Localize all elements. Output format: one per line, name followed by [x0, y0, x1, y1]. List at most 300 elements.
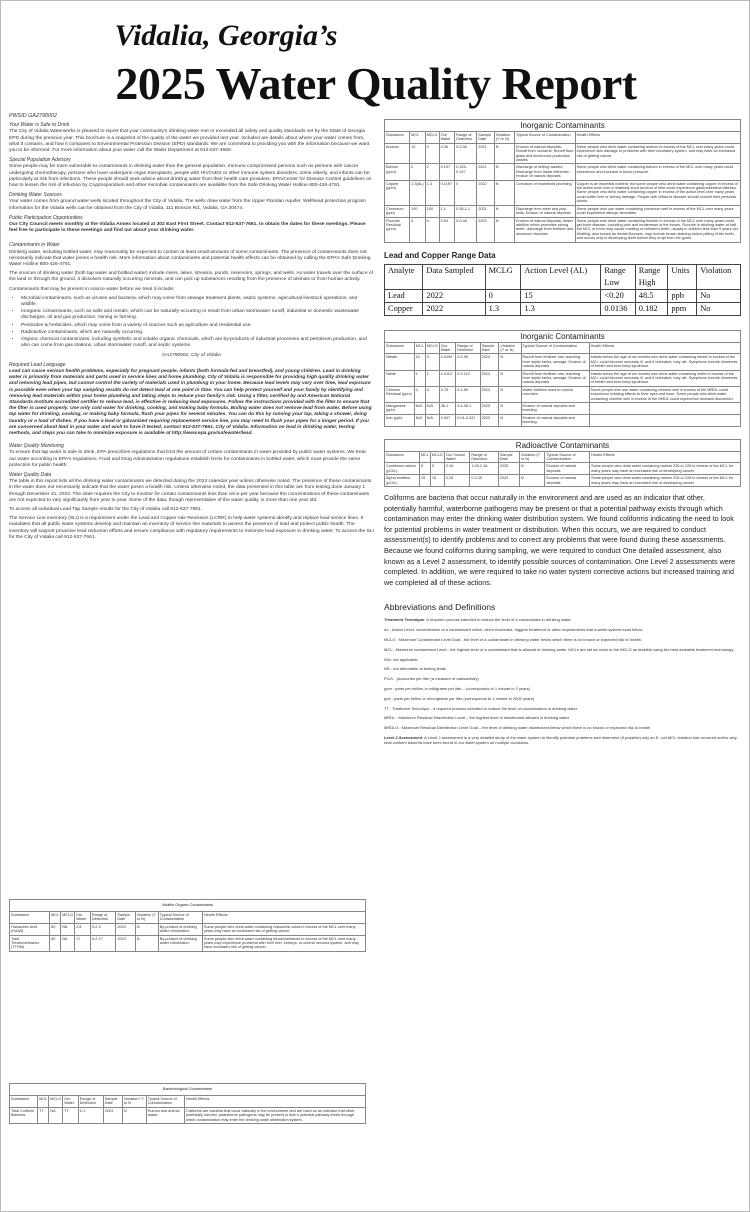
table-row [385, 264, 741, 277]
bacterial-table-wrap [9, 1083, 366, 1128]
table-cell: 0-0.36 [455, 143, 477, 164]
table-cell: 60 [50, 923, 61, 935]
table-header-cell: Our Water [439, 342, 455, 354]
table-cell: 0 [485, 289, 521, 302]
table-cell: <0.20 [601, 289, 635, 302]
table-header-cell: MCLG [430, 451, 444, 463]
abbreviations-title: Abbreviations and Definitions [384, 602, 496, 613]
table-cell: 1.3(AL) [410, 180, 425, 205]
system-id-line: GA2790002, City of Vidalia [162, 352, 221, 358]
definition-text: : A Level 2 assessment is a very detailed study of the water system to identify potential problems and determine (if possible) why an E. coli MCL violation has occurred and/or why total coliform bacteria have been found in our water system on multiple occasions. [384, 734, 737, 745]
list-item: • Pesticides & herbicides, which may come from a variety of sources such as agriculture and residential use. [21, 323, 374, 329]
table-cell: Some people who drink water containing fluoride in excess of the MCL over many years could get bone disease, including pain and tenderness of the bones. Fluoride in drinking water at half the MCL or more may cause mottling of children’s teeth, usually in children less than 9 years old. Mottling, also known as dental fluorosis, may include brown staining and/or pitting of the teeth, and occurs only in developing teeth before they erupt from the gums. [576, 218, 739, 241]
table-cell: ppm [668, 302, 697, 315]
table-row [10, 1107, 366, 1123]
definition-item [384, 736, 741, 746]
paragraph-data: The table in this report lists all the drinking water contaminants we detected during the 2023 calendar year unless otherwise noted. The presence of these contaminants in the water does not necessarily indicate that the water poses a health risk. Unless otherwise noted, the data presented in this table are from testing done January 1 through December 31, 2023. The state requires the City to monitor for certain contaminants less than once per year because the concentrations of these contaminants are not expected to vary significantly from year to year. Some of the data, though representative of the water quality, is more than one year old. [9, 479, 372, 503]
table-header-cell: MCL [414, 342, 425, 354]
table-cell: Fluoride Residual (ppm) [385, 217, 410, 242]
table-header-cell: Our Water [75, 912, 91, 924]
volatile-table [9, 899, 366, 952]
table-header-cell: Our Water [63, 1096, 79, 1108]
table-cell: 36.1 [439, 403, 455, 415]
definition-text: MCLG : Maximum Contaminant Level Goal - the level of a contaminant in drinking water below which there is no known or expected risk to health. [384, 637, 642, 642]
table-header-cell: Sample Date [480, 342, 499, 354]
heading-special: Special Population Advisory [9, 157, 71, 164]
table-cell: 15 [419, 475, 430, 487]
table-header-cell: MCLG [61, 912, 75, 924]
table-header-cell: MCL [410, 132, 425, 144]
table-cell: Arsenic [385, 143, 410, 164]
table-cell: TT [38, 1107, 49, 1123]
table-cell: Coliforms are bacteria that occur naturally in the environment and are used as an indicator that other, potentially harmful, waterborne pathogens may be present or that a potential pathway exists through which contamination may enter the drinking water distribution system. [184, 1107, 365, 1123]
table-cell: 2 [425, 164, 439, 180]
table-cell: N [499, 354, 521, 370]
table-row [385, 302, 741, 315]
table-caption-row [385, 120, 741, 132]
table-cell: 4 [414, 386, 425, 402]
table-cell: 0-0.112 [456, 370, 480, 386]
table-row [385, 205, 741, 217]
table-header-cell: MCL [419, 451, 430, 463]
table-header-cell: Sample Date [498, 451, 519, 463]
table-row [385, 354, 741, 370]
table-header-cell: Range of Detection [455, 132, 477, 144]
table-cell: 0-1.69 [456, 386, 480, 402]
heading-data: Water Quality Data [9, 471, 52, 478]
table-header-cell: MCLG [425, 342, 439, 354]
volatile-table-wrap [9, 899, 366, 956]
definition-text: MRDL : Maximum Residual Disinfection Level – the highest level of disinfectant allowed in drinking water [384, 715, 570, 721]
table-cell: Erosion of natural deposits and leaching [521, 414, 589, 426]
table-cell: N [494, 164, 514, 180]
table-cell: Discharge of drilling wastes; Discharge from metal refineries; erosion of natural deposits [514, 164, 575, 180]
table-cell: 0-0.46 [455, 217, 477, 242]
table-header-cell: Violation (Y or N) [135, 912, 158, 924]
table-cell: N/A [414, 403, 425, 415]
table-header-cell: Typical Source of Contamination [158, 912, 202, 924]
table-cell: N/A [425, 414, 439, 426]
table-cell: Copper [385, 302, 423, 315]
table-cell: Erosion of natural deposits; Water additive which promotes strong teeth; discharge from fertilizer and aluminum factories [514, 217, 575, 242]
table-cell: N/A [425, 403, 439, 415]
paragraph-public: Our City Council meets monthly at the Vidalia Annex located at 302 East First Street. Contact 912-537-7661, to obtain the dates for these meetings. Please feel free to participate in these meetings and find out about your drinking water. [9, 222, 366, 234]
table-cell: Nitrate [385, 354, 415, 370]
table-row [385, 180, 741, 205]
table-row [385, 475, 741, 487]
table-header-cell: MCLG [49, 1096, 63, 1108]
table-cell: 2022 [423, 289, 485, 302]
table-cell: Some people who drink water containing trihalomethanes in excess of the MCL over many years may experience problems with their liver, kidneys, or central nervous system, and may have increased risk of getting cancer. [202, 935, 365, 951]
table-cell: 1.3 [425, 180, 439, 205]
abbreviations-list [384, 618, 741, 745]
table-cell: 2023 [498, 475, 519, 487]
bacterial-table [9, 1083, 366, 1124]
table-cell: 0 [430, 463, 444, 475]
definition-text: N/A: not applicable [384, 656, 418, 662]
table-cell: N/A [414, 414, 425, 426]
table-cell: Chlorine Residual (ppm) [385, 386, 415, 402]
table-cell: 10 [410, 143, 425, 164]
table-cell: 0.76 [439, 386, 455, 402]
table-header-cell: Sample Date [116, 912, 135, 924]
table-caption: Radioactive Contaminants [385, 439, 741, 451]
table-cell: 0.197 [439, 164, 454, 180]
table-cell: N [494, 217, 514, 242]
table-cell: 2.25 [444, 475, 470, 487]
table-header-cell: Violation [697, 264, 741, 289]
definition-text: PCi/L : picocuries per liter (a measure of radioactivity) [384, 676, 479, 682]
table-cell: Some people who drink water containing arsenic in excess of the MCL over many years could experience skin damage or problems with their circulatory system, and may have an increased risk of getting cancer. [575, 143, 740, 164]
table-header-cell: Violation (Y or N) [519, 451, 545, 463]
paragraph-safe: The City of Vidalia Waterworks is pleased to report that your community’s drinking water met or exceeded all safety and quality standards set by the State of Georgia EPD during the previous year. This brochure is a snapshot of the quality of the water we provided last year. Included are details about where your water comes from, what it contains, and how it compares to Environmental Protection Division (EPD) standards. We are committed to providing you with the information because we want you to be informed. For more information about your water call the Water Department at 912-537-4560. [9, 129, 370, 154]
table-caption: Volatile Organic Contaminants [10, 900, 366, 912]
definition-item [384, 667, 741, 672]
table-cell: N [499, 370, 521, 386]
table-header-cell: Typical Source of Contamination [545, 451, 590, 463]
report-city-title: Vidalia, Georgia’s [114, 19, 338, 52]
table-cell: 5.2-17 [90, 935, 115, 951]
table-cell: 4 [425, 386, 439, 402]
table-cell: Water Additive used to control microbes. [521, 386, 589, 402]
table-header-cell: MCL [50, 912, 61, 924]
table-cell: 2023 [480, 414, 499, 426]
definition-item [384, 638, 741, 643]
table-header-cell: Range of Detection [90, 912, 115, 924]
table-cell: 10 [414, 354, 425, 370]
table-header-row [385, 342, 741, 354]
paragraph-sources: Your water comes from ground water wells located throughout the City of Vidalia. The wells draw water from the Upper Floridan Aquifer. Wellhead protection program information for the Vidalia wells can be obtained from the City of Vidalia, 111 Brinson Rd., Vidalia, GA 30474. [9, 199, 366, 211]
table-row [385, 463, 741, 475]
table-cell: Erosion of natural deposits and leaching [521, 403, 589, 415]
table-cell: Runoff from fertilizer use; leaching from septic tanks, sewage; Erosion of natural deposits [521, 370, 589, 386]
table-cell: 0.0199 [439, 354, 455, 370]
paragraph-special: Some people may be more vulnerable to contaminants in drinking water than the general population. Immuno-compromised persons such as persons with cancer undergoing chemotherapy, persons who have undergone organ transplants, people with HIV/AIDS or other immune system disorders, some elderly, and infants can be particularly at risk from infections. These people should seek advice about drinking water from their health care providers. EPA/Center for Disease Control guidelines on how to lessen the risk of infection by Cryptosporidium and other microbial contaminants are available from the Safe Drinking Water Hotline 800-426-4791. [9, 164, 372, 189]
table-cell: 0.182 [635, 302, 668, 315]
definition-text: ppm : parts per million or milligrams per liter – (corresponds to 1 minute in 2 years) [384, 685, 531, 691]
table-cell: 0.0136 [601, 302, 635, 315]
table-cell: Copper (ppm) [385, 180, 410, 205]
table-header-cell: Data Sampled [423, 264, 485, 289]
table-cell: NA [61, 923, 75, 935]
table-cell: 0 [455, 180, 477, 205]
table-cell: 100 [425, 205, 439, 217]
table-cell: 0 [425, 354, 439, 370]
table-cell: N [494, 180, 514, 205]
table-header-cell: Substance [385, 451, 420, 463]
table-header-cell: Range [601, 264, 635, 277]
table-cell: N [135, 923, 158, 935]
table-caption: Inorganic Contaminants [385, 120, 741, 132]
table-cell: 2024 [480, 370, 499, 386]
table-cell: Corrosion of household plumbing [514, 180, 575, 205]
table-cell: Erosion of natural deposits; Runoff from orchards; Runoff from glass and electronics production wastes [515, 144, 574, 163]
definition-item [384, 726, 741, 731]
table-cell: 2.16 [444, 463, 470, 475]
table-header-cell: Violation? Y or N [122, 1096, 146, 1108]
heading-contaminants: Contaminants in Water [9, 242, 60, 249]
table-row [385, 164, 741, 180]
table-cell: N [519, 463, 545, 475]
table-row [10, 935, 366, 951]
table-header-cell: Health Effects [202, 912, 365, 924]
table-header-cell: Health Effects [589, 342, 740, 354]
table-cell: 0.0112 [439, 370, 455, 386]
table-header-cell: Our Water [439, 132, 454, 144]
table-header-cell: Violation (Y or N) [499, 342, 521, 354]
table-cell: 1.3 [485, 302, 521, 315]
table-header-cell: Violation (Y or N) [494, 132, 514, 144]
table-header-cell: Typical Source of Contamination [521, 342, 589, 354]
definition-text: MCL : Maximum contaminant Level - the highest level of a contaminant that is allowed in drinking water. MCLs are set as close to the MCLG as feasible using the best available treatment technology. [384, 646, 735, 652]
table-header-cell: Health Effects [575, 132, 740, 144]
definition-text: AL : Action Level- concentration of a contaminant which, when exceeded, triggers treatment or other requirements that a water system must follow. [384, 627, 644, 633]
table-cell: 48.5 [635, 289, 668, 302]
contaminant-list [21, 296, 374, 350]
table-cell: Infants below the age of six months who drink water containing nitrite in excess of the MCL could become seriously ill, and if untreated, may die. Symptoms include shortness of breath and blue baby syndrome. [589, 370, 740, 386]
table-header-cell: Range of Detection [78, 1096, 103, 1108]
table-header-cell: Sample Date [103, 1096, 122, 1108]
table-cell: Erosion of natural deposits [545, 475, 590, 487]
table-header-cell: Range of Detection [456, 342, 480, 354]
table-header-cell: Range of Detection [470, 451, 498, 463]
table-cell: Chromium (ppb) [385, 205, 410, 217]
table-caption: Bacteriological Contaminants [10, 1084, 366, 1096]
radioactive-table [384, 439, 741, 487]
table-cell: NA [61, 935, 75, 951]
table-cell: 2021 [477, 205, 495, 217]
lead-copper-title: Lead and Copper Range Data [384, 250, 496, 260]
table-header-cell: MCLG [485, 264, 521, 289]
list-item: • Inorganic contaminants, such as salts and metals, which can be naturally-occurring or result from urban stormwater runoff, industrial or domestic wastewater discharges, oil and gas production, mining or farming. [21, 309, 374, 321]
table-cell: 0-0.95 [456, 354, 480, 370]
table-cell: N [135, 935, 158, 951]
table-row [385, 386, 741, 402]
table-cell: N [494, 143, 514, 164]
table-row [385, 143, 741, 164]
table-cell: Some people who drink water containing haloacetic acids in excess of the MCL over many years may have an increased risk of getting cancer. [202, 923, 365, 935]
table-header-row [10, 912, 366, 924]
table-cell: 5 [419, 463, 430, 475]
table-cell: Copper is an essential nutrient, but some people who drink water containing copper in excess of the action level over a relatively short amount of time could experience gastrointestinal distress. Some people who drink water containing copper in excess of the action level over many years could suffer liver or kidney damage. People with Wilson’s disease should consult their personal doctor. [575, 180, 740, 205]
table-cell: ppb [668, 289, 697, 302]
table-cell: Erosion of natural deposits [545, 463, 590, 475]
table-header-cell: Typical Source of Contamination [514, 132, 575, 144]
table-cell: N [494, 205, 514, 217]
table-cell: 0.347 [439, 414, 455, 426]
table-cell: 0.54 [439, 217, 454, 242]
table-cell: Nitrite [385, 370, 415, 386]
table-cell: 0.36 [439, 143, 454, 164]
table-cell: 2023 [480, 403, 499, 415]
table-header-cell: MCL [38, 1096, 49, 1108]
table-caption-row [10, 1084, 366, 1096]
list-item: • Microbial contaminants, such as viruses and bacteria, which may come from sewage treatment plants, septic systems, agricultural livestock operations, and wildlife. [21, 296, 374, 308]
table-cell: Iron (ppb) [385, 414, 415, 426]
table-header-cell: Low [601, 277, 635, 290]
table-cell: Combined radium (pCi/L) [385, 463, 420, 475]
table-header-row [385, 451, 741, 463]
inorganic-table-2 [384, 330, 741, 427]
definition-item [384, 618, 741, 623]
table-cell: Barium (ppm) [385, 164, 410, 180]
table-cell: 2021 [477, 143, 495, 164]
table-cell: 2024 [116, 935, 135, 951]
table-caption-row [385, 439, 741, 451]
table-row [385, 403, 741, 415]
definition-text: : A required process intended to reduce the level of a contaminant in drinking water. [424, 617, 572, 623]
table-cell: Total Coliform Bacteria [10, 1107, 38, 1123]
table-cell: Alpha emitters (pCi/L) [385, 475, 420, 487]
table-cell: By-product of drinking water chlorination [158, 935, 202, 951]
heading-sources: Drinking Water Sources [9, 192, 62, 199]
table-header-cell: Health Effects [184, 1096, 365, 1108]
table-cell: Some people who use water containing chromium well in excess of the MCL over many years could experience allergic dermatitis. [575, 205, 740, 217]
paragraph-contaminants-3: Contaminants that may be present in source water before we treat it include: [9, 286, 175, 292]
definition-item [384, 677, 741, 682]
definition-text: ppb : parts per billion or micrograms per liter (corresponds to 1 minute in 2000 years) [384, 695, 535, 701]
table-caption: Inorganic Contaminants [385, 330, 741, 342]
table-header-cell: MCLG [425, 132, 439, 144]
table-header-cell: Analyte [385, 264, 423, 289]
definition-item [384, 687, 741, 692]
paragraph-sli: The Service Line inventory (SLI) is a requirement under the Lead and Copper rule Revisions (LCRR) to help water systems identify and replace lead service lines. It mandates that all public water systems develop and maintain an inventory of service line materials to assess the presence of lead and protect public health. The inventory will support proactive lead reduction efforts and ensure compliance with regulatory requirements to minimize lead exposure in drinking water. To access the SLI for the City of Vidalia call 912-537-7661. [9, 516, 374, 540]
table-cell: Some people who drink water containing barium in excess of the MCL over many years could experience and increase in blood pressure. [575, 164, 740, 180]
table-cell: 2023 [477, 217, 495, 242]
table-header-row [385, 132, 741, 144]
table-cell: N [122, 1107, 146, 1123]
table-cell: 15 [521, 289, 601, 302]
table-cell: Total Trihalomethanes (TTHM) [10, 935, 50, 951]
paragraph-contaminants-2: The sources of drinking water (both tap water and bottled water) include rivers, lakes, streams, ponds, reservoirs, springs, and wells. As water travels over the surface of the land or through the ground, it dissolves naturally occurring minerals, and can pick up substances resulting from the presence of animals or from human activity. [9, 271, 373, 283]
list-item: • Organic chemical contaminants, including synthetic and volatile organic chemicals, which are by-products of industrial processes and petroleum production, and also can come from gas stations, urban stormwater runoff, and septic systems. [21, 337, 374, 349]
table-cell: 9.4-36.1 [456, 403, 480, 415]
table-row [385, 217, 741, 242]
table-header-cell: Range [635, 264, 668, 277]
lead-copper-table [384, 264, 741, 316]
table-cell: 2022 [477, 180, 495, 205]
table-cell: 1 [414, 370, 425, 386]
paragraph-access: To access all individual Lead Tap Sample results for the City of Vidalia call 912-537-7661. [9, 506, 203, 512]
table-header-cell: Units [668, 264, 697, 289]
table-header-cell: Substance [385, 132, 410, 144]
table-cell: 1.3 [521, 302, 601, 315]
table-cell: 1 [425, 370, 439, 386]
table-header-cell: Health Effects [590, 451, 741, 463]
table-cell: 2024 [480, 386, 499, 402]
table-header-cell: Sample Date [477, 132, 495, 144]
table-cell: 4 [410, 217, 425, 242]
table-row [385, 370, 741, 386]
table-row [385, 289, 741, 302]
pwsid-label: PWSID GA2790002 [9, 113, 57, 119]
table-row [10, 923, 366, 935]
table-cell: 0-2.3 [90, 923, 115, 935]
definition-item [384, 658, 741, 663]
definition-item [384, 697, 741, 702]
table-cell: 2024 [480, 354, 499, 370]
heading-monitoring: Water Quality Monitoring [9, 443, 64, 450]
definition-item [384, 648, 741, 653]
table-cell: TT [63, 1107, 79, 1123]
table-cell: N [499, 386, 521, 402]
list-item: • Radioactive contaminants, which are naturally occurring. [21, 330, 374, 336]
table-cell: 0.05-1.1 [455, 205, 477, 217]
table-cell: Infants below the age of six months who drink water containing nitrate in excess of the MCL could become seriously ill, and if untreated, may die. Symptoms include shortness of breath and blue baby syndrome. [589, 354, 740, 370]
table-row [385, 414, 741, 426]
table-cell: Human and animal waste [146, 1107, 184, 1123]
table-header-cell: Action Level (AL) [521, 264, 601, 289]
table-cell: 0.01-0.347 [456, 414, 480, 426]
inorganic-table-1 [384, 119, 741, 243]
table-cell: 0.1197 [439, 180, 454, 205]
table-cell: 100 [410, 205, 425, 217]
definition-item [384, 628, 741, 633]
table-cell: 1.1 [439, 205, 454, 217]
table-cell: 2021 [477, 164, 495, 180]
table-cell: N [519, 475, 545, 487]
table-caption-row [385, 330, 741, 342]
table-cell: 2024 [103, 1107, 122, 1123]
heading-lead: Required Lead Language [9, 361, 66, 368]
table-cell: 0 [425, 143, 439, 164]
table-header-row [10, 1096, 366, 1108]
table-header-cell: Substance [10, 912, 50, 924]
table-cell: Discharge from steel and pulp mills; Erosion of natural deposits [514, 205, 575, 217]
table-cell: N [499, 403, 521, 415]
table-cell: Haloacetic Acid (HAA5) [10, 923, 50, 935]
definition-item [384, 707, 741, 712]
table-cell: 15 [430, 475, 444, 487]
table-cell: 2025 [498, 463, 519, 475]
table-cell: Some people who drink water containing radium 226 or 228 in excess of the MCL for many years may have an increased risk of developing cancer [590, 475, 741, 487]
table-cell: 0-2.25 [470, 475, 498, 487]
paragraph-lead: Lead can cause serious health problems, especially for pregnant people, infants (both formula-fed and breastfed), and young children. Lead in drinking water is primarily from materials and parts used in service lines and home plumbing. City of Vidalia is responsible for providing high quality drinking water and removing lead pipes, but cannot control the variety of materials used in plumbing in your home. Because lead levels may vary over time, lead exposure is possible even when your tap sampling results do not detect lead at one point in time. You can help protect yourself and your family by identifying and removing lead materials within your home plumbing and taking steps to reduce your family’s risk. Using a filter, certified by and American National Standards Institute accredited certifier to reduce lead, is effective in reducing lead exposures. Follow the instructions provided with the filter to ensure that the filter is used properly. Use only cold water for drinking, cooking, and making baby formula. Boiling water does not remove lead from water. Before using tap water for drinking, cooking, or making baby formula, flush your pipes for several minutes. You can do this by running your tap, taking a shower, doing laundry or a load of dishes. If you have a lead or galvanized requiring replacement service line, you may need to flush your pipes for a longer period. If you are concerned about lead in your water and wish to have it tested, contact 912-537-7661, City of Vidalia. Information on lead in drinking water, testing methods, and steps you can take to minimize exposure is available at http://www.epa.gov/safewater/lead. [9, 368, 372, 436]
paragraph-monitoring: To ensure that tap water is safe to drink, EPA prescribes regulations that limit the amount of certain contaminants in water provided by public water systems. We treat our water according to EPA’s regulations. Food and Drug Administration regulations establish limits for contaminants in bottled water, which must provide the same protection for public health. [9, 450, 366, 468]
table-header-cell: Typical Source of Contamination [146, 1096, 184, 1108]
definition-item [384, 716, 741, 721]
table-cell: Runoff from fertilizer use; leaching from septic tanks, sewage; Erosion of natural deposits [521, 354, 589, 370]
table-cell: N [499, 414, 521, 426]
table-header-cell: Substance [10, 1096, 38, 1108]
table-cell: By-product of drinking water chlorination [158, 923, 202, 935]
table-cell: 17 [75, 935, 91, 951]
table-cell [589, 403, 740, 415]
table-header-cell: High [635, 277, 668, 290]
table-cell: 0-1 [78, 1107, 103, 1123]
heading-safe: Your Water is Safe to Drink [9, 122, 70, 129]
table-cell: No [697, 289, 741, 302]
right-column [384, 119, 741, 751]
paragraph-contaminants-1: Drinking water, including bottled water, may reasonably be expected to contain at least small amounts of some contaminants. The presence of contaminants does not necessarily indicate that water poses a health risk. More information about contaminants and potential health effects can be obtained by calling the EPA’s Safe Drinking Water Hotline 800-426-4791. [9, 249, 371, 268]
definition-text: MRDLG : Maximum Residual Disinfection Level Goal – the level of drinking water disinfectant below which there is no known or expected risk to health [384, 725, 651, 731]
left-text-column [9, 113, 374, 893]
table-cell: Manganese (ppb) [385, 403, 415, 415]
table-cell: 0.153-0.197 [455, 164, 477, 180]
table-cell: 1.03-2.16 [470, 463, 498, 475]
definition-term: Level 2 Assessment [384, 734, 423, 740]
report-main-title: 2025 Water Quality Report [115, 58, 637, 109]
table-caption-row [10, 900, 366, 912]
table-cell: NA [49, 1107, 63, 1123]
table-cell: 2024 [116, 923, 135, 935]
heading-public: Public Participation Opportunities [9, 214, 83, 221]
table-cell: 4 [425, 217, 439, 242]
table-cell: 2 [410, 164, 425, 180]
definition-term: Treatment Technique [384, 617, 425, 623]
coliforms-paragraph: Coliforms are bacteria that occur naturally in the environment and are used as an indicator that other, potentially harmful, waterborne pathogens may be present or that a potential pathway exists through which contamination may enter the drinking water distribution system. We found coliforms indicating the need to look for potential problems in water treatment or distribution. When this occurs, we are required to conduct assessment(s) to identify problems and to correct any problems that were found during these assessments. Because we found coliforms during sampling, we were required to conduct One detailed assessment, also known as a Level 2 assessment, to identify possible sources of contamination. One Level 2 assessments were completed. In addition, we were required to take no water system corrective actions but increased training and we completed all of these actions. [384, 493, 736, 587]
table-cell [589, 414, 740, 426]
